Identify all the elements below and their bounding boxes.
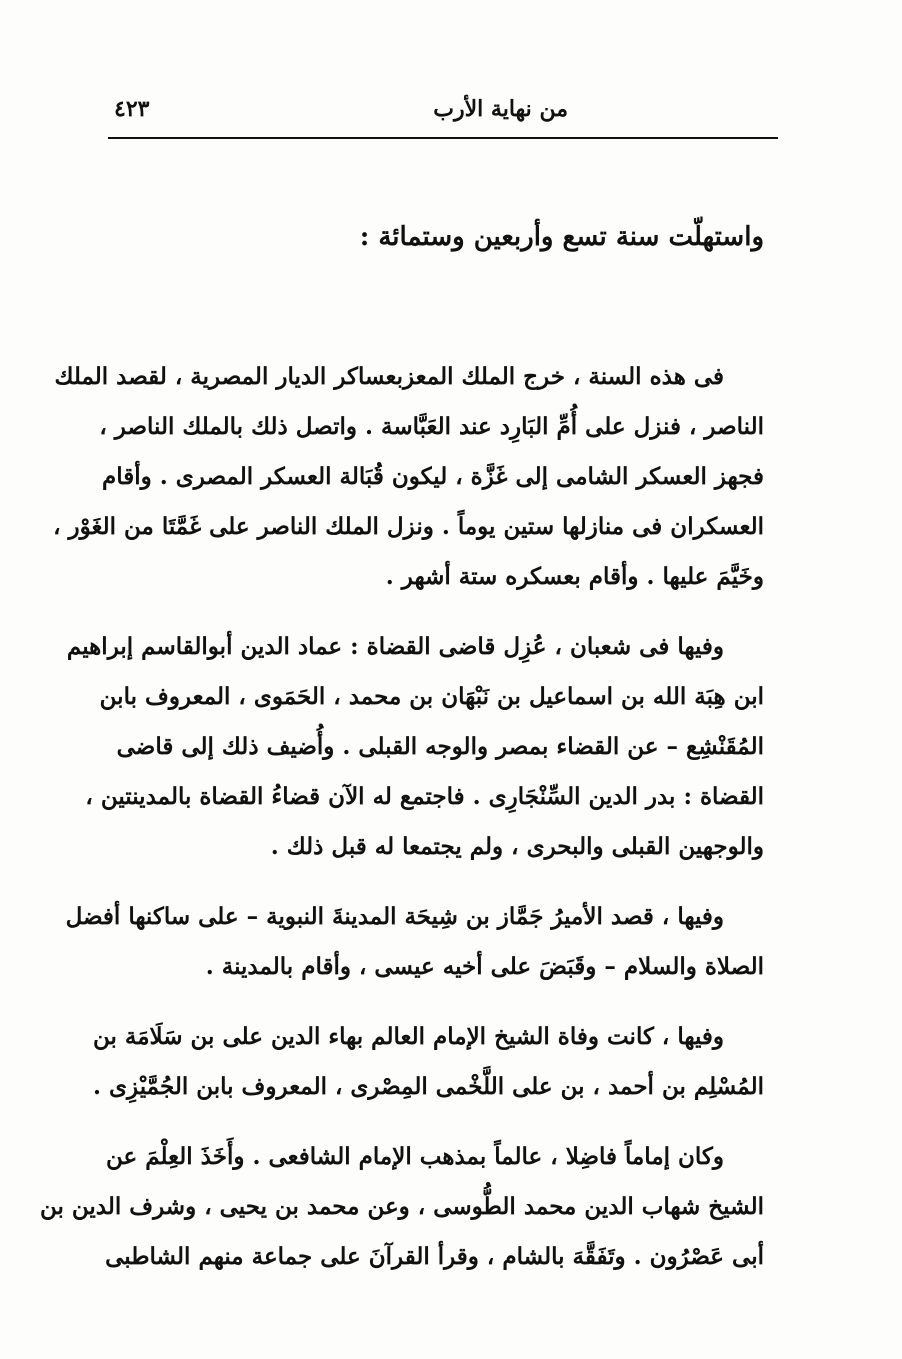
text-line: المُسْلِم بن أحمد ، بن على اللَّخْمى المِصْرى ، المعروف بابن الجُمَّيْزِى . [93,1073,764,1100]
text-line: القضاة : بدر الدين السِّنْجَارِى . فاجتمع له الآن قضاءُ القضاة بالمدينتين ، [85,783,764,810]
text-line: المُقَنْشِع – عن القضاء بمصر والوجه القبلى . وأُضيف ذلك إلى قاضى [116,733,764,760]
text-line: ابن هِبَة الله بن اسماعيل بن نَبْهَان بن محمد ، الحَمَوى ، المعروف بابن [99,683,764,710]
paragraph [92,1012,764,1112]
text-line: وكان إماماً فاضِلا ، عالماً بمذهب الإمام الشافعى . وأَخَذَ العِلْمَ عن [106,1143,724,1170]
text-line: فى هذه السنة ، خرج الملك المعزبعساكر الديار المصرية ، لقصد الملك [54,363,724,390]
text-line: وخَيَّمَ عليها . وأقام بعسكره ستة أشهر . [385,563,764,590]
page-number: ٤٢٣ [114,96,150,122]
running-title: من نهاية الأرب [433,96,568,122]
paragraph [39,1132,764,1282]
text-line: الصلاة والسلام – وقَبَضَ على أخيه عيسى ، وأقام بالمدينة . [205,953,764,980]
running-header [108,92,778,132]
paragraph [66,622,764,872]
text-line: الشيخ شهاب الدين محمد الطُّوسى ، وعن محمد بن يحيى ، وشرف الدين بن [39,1193,764,1220]
body-text [39,352,764,1302]
text-line: وفيها فى شعبان ، عُزِل قاضى القضاة : عماد الدين أبوالقاسم إبراهيم [66,633,724,660]
text-line: وفيها ، قصد الأميرُ جَمَّاز بن شِيحَة المدينةَ النبوية – على ساكنها أفضل [65,903,724,930]
section-heading: واستهلّت سنة تسع وأربعين وستمائة : [359,222,764,252]
text-line: وفيها ، كانت وفاة الشيخ الإمام العالم بهاء الدين على بن سَلَامَة بن [92,1023,724,1050]
text-line: فجهز العسكر الشامى إلى غَزَّة ، ليكون قُبَالة العسكر المصرى . وأقام [102,463,764,490]
text-line: أبى عَصْرُون . وتَفَقَّهَ بالشام ، وقرأ القرآنَ على جماعة منهم الشاطبى [105,1243,764,1270]
text-line: والوجهين القبلى والبحرى ، ولم يجتمعا له قبل ذلك . [270,833,764,860]
text-line: الناصر ، فنزل على أُمِّ البَارِد عند العَبَّاسة . واتصل ذلك بالملك الناصر ، [99,413,764,440]
paragraph [53,352,764,602]
header-rule [108,137,778,139]
text-line: العسكران فى منازلها ستين يوماً . ونزل الملك الناصر على غَمَّتَا من الغَوْر ، [53,513,764,540]
paragraph [65,892,764,992]
